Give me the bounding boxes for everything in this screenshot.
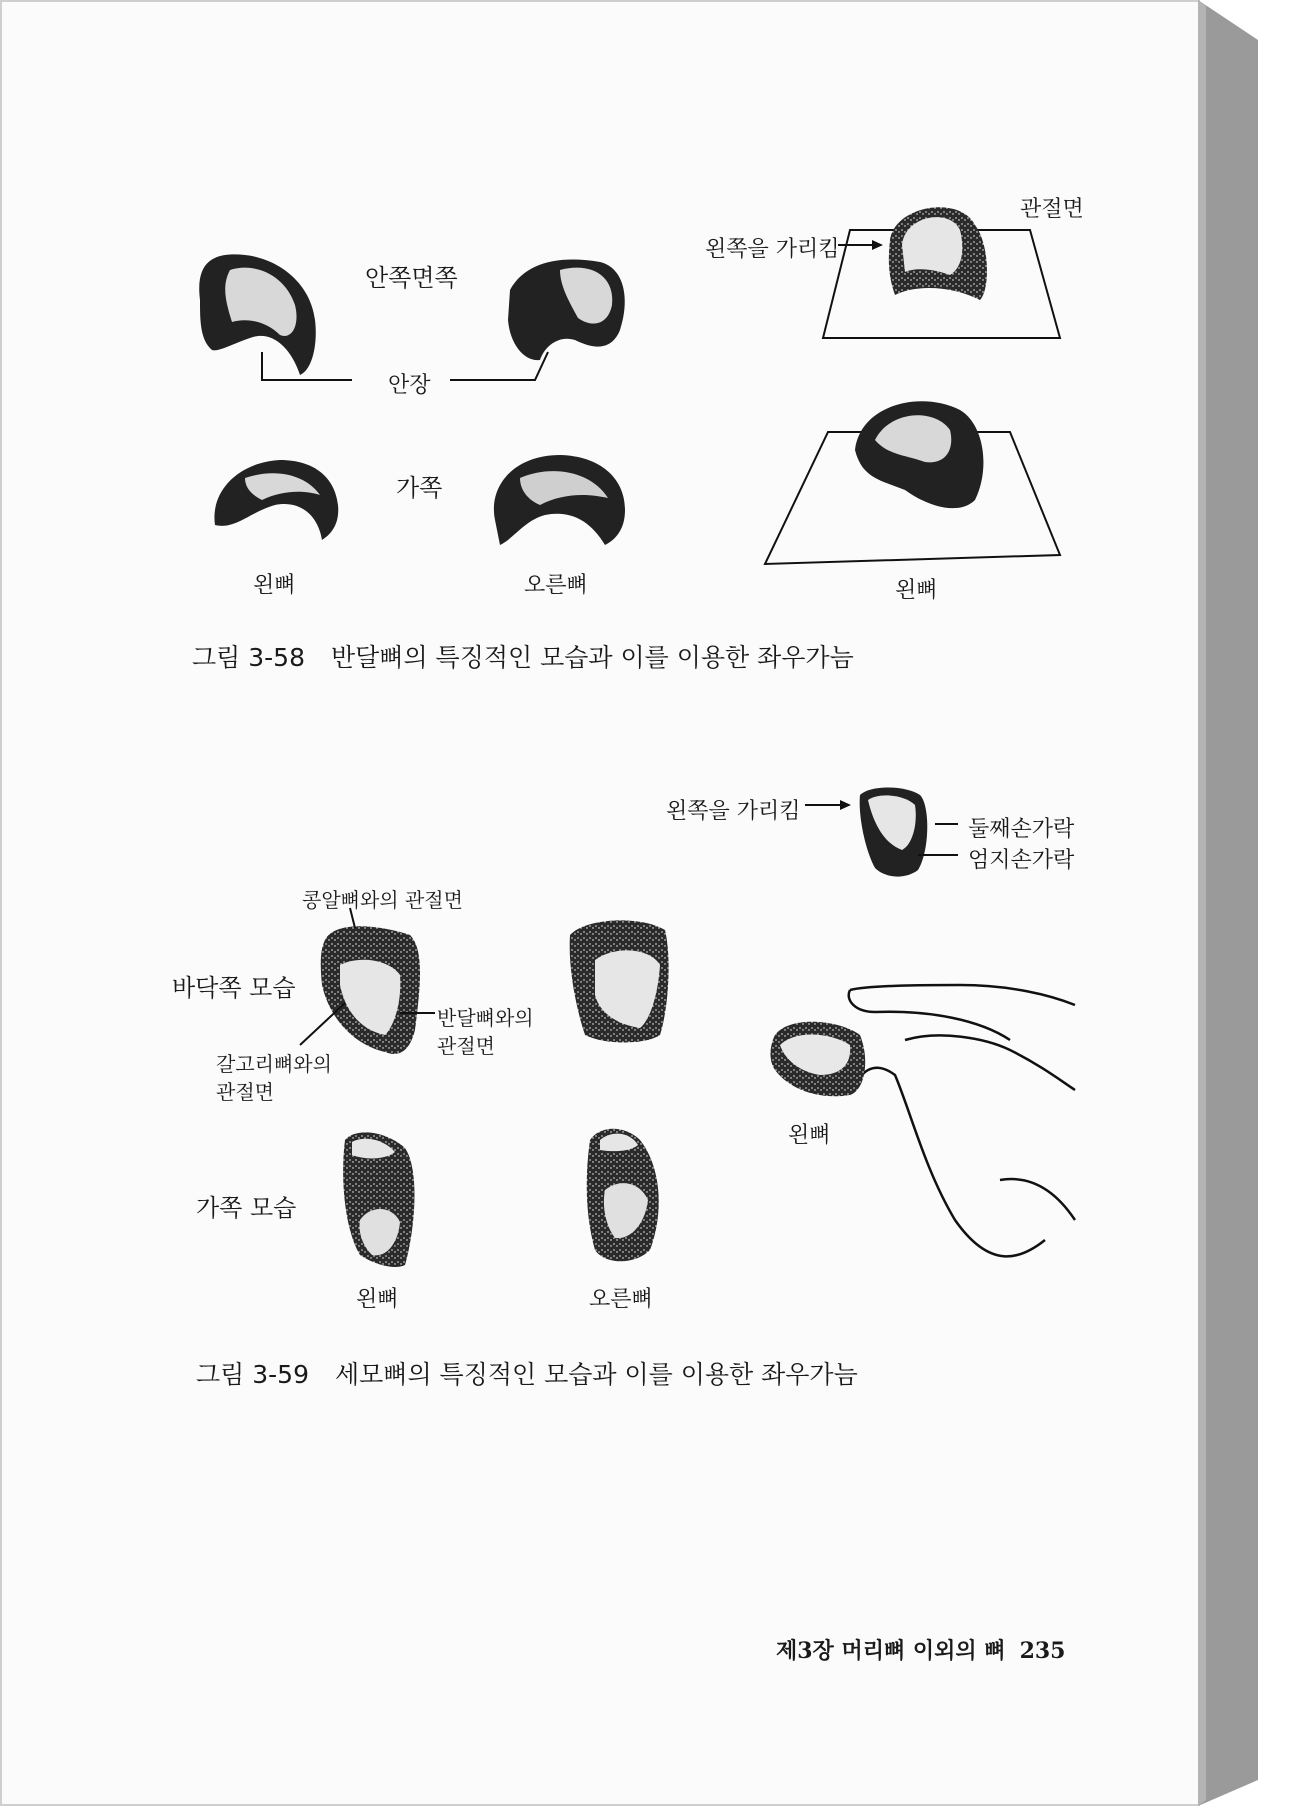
figure-caption-58 (192, 638, 854, 674)
lunate-medial-right-bone (508, 259, 625, 360)
lunate-on-plane-bottom (765, 401, 1060, 564)
book-spine (1198, 0, 1258, 1806)
figure-number-58: 그림 3-58 (192, 643, 305, 672)
figure-caption-text-58: 반달뼈의 특징적인 모습과 이를 이용한 좌우가늠 (331, 643, 854, 672)
label-hamate-facet-line2: 관절면 (216, 1080, 274, 1104)
label-articular-surface-58: 관절면 (1020, 197, 1084, 222)
lunate-lateral-right-bone (494, 455, 625, 545)
triquetral-lateral-right-bone (587, 1129, 659, 1262)
label-left-bone-3d-58: 왼뼈 (895, 578, 938, 603)
label-saddle: 안장 (388, 373, 431, 398)
figure-caption-text-59: 세모뼈의 특징적인 모습과 이를 이용한 좌우가늠 (335, 1360, 858, 1389)
label-lateral: 가쪽 (396, 474, 443, 502)
label-left-bone-58: 왼뼈 (253, 573, 296, 598)
label-index-finger: 둘째손가락 (968, 817, 1075, 842)
label-points-left-58: 왼쪽을 가리킴 (705, 237, 840, 262)
lunate-medial-left-bone (199, 254, 316, 375)
figure-number-59: 그림 3-59 (196, 1360, 309, 1389)
label-left-bone-59: 왼뼈 (356, 1287, 399, 1312)
label-lunate-facet-line1: 반달뼈와의 (437, 1006, 534, 1030)
lunate-lateral-left-bone (214, 460, 338, 540)
hamate-facet-pointer (300, 1003, 345, 1045)
label-left-bone-hand: 왼뼈 (788, 1123, 831, 1148)
label-medial-side: 안쪽면쪽 (365, 264, 458, 292)
lunate-on-plane-top (823, 207, 1060, 338)
label-pisiform-facet: 콩알뼈와의 관절면 (302, 888, 463, 912)
page-number: 235 (1019, 1638, 1066, 1664)
figure-caption-59 (196, 1355, 858, 1391)
label-right-bone-58: 오른뼈 (524, 573, 588, 598)
triquetral-plantar-right-bone (570, 920, 669, 1042)
label-lateral-view: 가쪽 모습 (196, 1194, 297, 1222)
label-lunate-facet-line2: 관절면 (437, 1034, 495, 1058)
label-thumb: 엄지손가락 (968, 848, 1075, 873)
arrow-points-left-59 (805, 800, 851, 810)
label-right-bone-59: 오른뼈 (589, 1287, 653, 1312)
label-hamate-facet-line1: 갈고리뼈와의 (216, 1052, 332, 1076)
running-footer (776, 1634, 1066, 1665)
triquetral-lateral-left-bone (343, 1132, 414, 1267)
triquetral-plantar-left-bone (321, 926, 420, 1054)
label-points-left-59: 왼쪽을 가리킴 (666, 799, 801, 824)
label-plantar-view: 바닥쪽 모습 (172, 974, 296, 1002)
triquetral-small-left-bone (860, 788, 928, 877)
chapter-title: 제3장 머리뼈 이외의 뼈 (776, 1638, 1006, 1664)
